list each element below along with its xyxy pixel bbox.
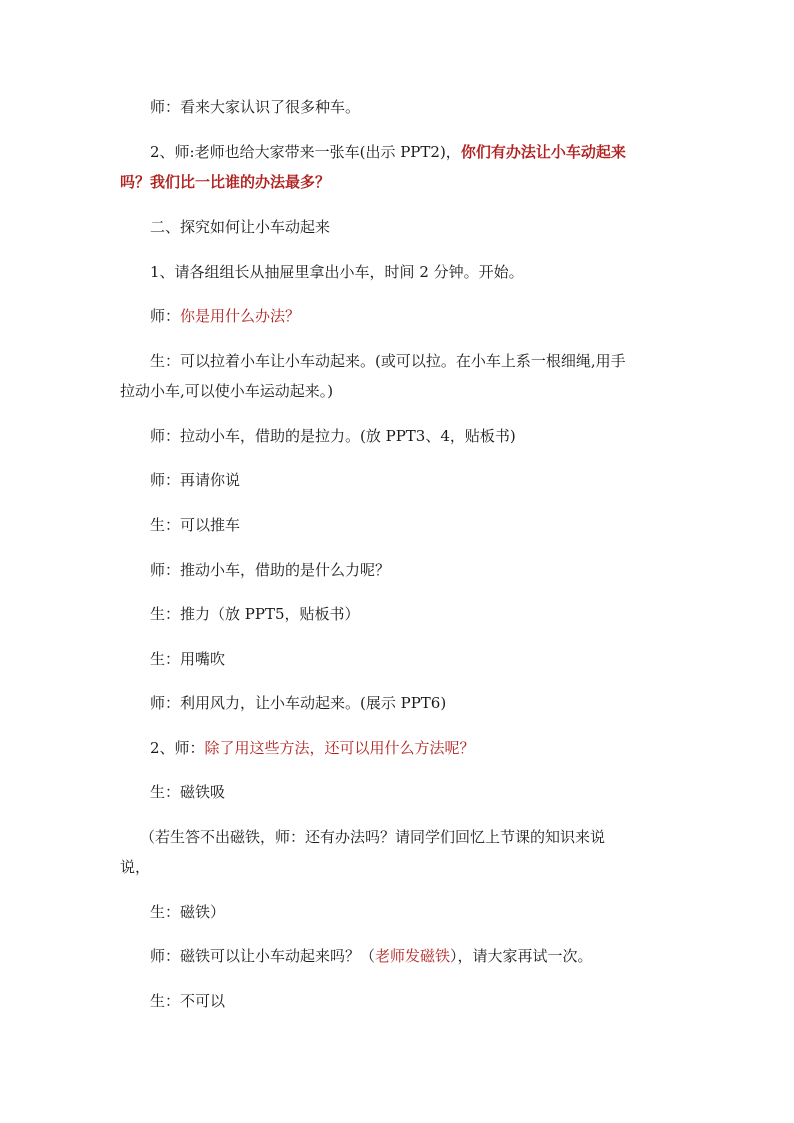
paragraph-teacher-push-force xyxy=(150,555,710,585)
highlight-question: 你们有办法让小车动起来 xyxy=(460,143,626,161)
paragraph-student-cannot xyxy=(150,986,710,1016)
text: 2、师： xyxy=(150,739,205,757)
paragraph-student-magnet xyxy=(150,777,710,807)
text: 生：可以推车 xyxy=(150,516,241,534)
paragraph-teacher-pull-force xyxy=(150,421,710,451)
paragraph-teacher-ppt2 xyxy=(150,137,710,167)
paragraph-teacher-ask-again xyxy=(150,465,710,495)
section-heading xyxy=(150,212,710,242)
highlight-question: 你是用什么办法？ xyxy=(180,307,301,325)
text: 生：不可以 xyxy=(150,992,226,1010)
paragraph-teacher-magnet xyxy=(150,941,710,971)
highlight-question: 除了用这些方法，还可以用什么方法呢？ xyxy=(204,739,475,757)
paragraph-student-push-force xyxy=(150,599,710,629)
paragraph-teacher-method xyxy=(150,301,710,331)
text: 生：磁铁） xyxy=(150,903,226,921)
text: 生：磁铁吸 xyxy=(150,783,226,801)
highlight-question-cont: 吗？我们比一比谁的办法最多？ xyxy=(120,173,331,191)
paragraph-teacher-many-cars xyxy=(150,92,710,122)
text: 师：磁铁可以让小车动起来吗？（ xyxy=(150,947,376,965)
paragraph-student-magnet-2 xyxy=(150,897,710,927)
text: 拉动小车,可以使小车运动起来。) xyxy=(120,382,334,400)
text: 2、师:老师也给大家带来一张车(出示 PPT2)， xyxy=(150,143,461,161)
highlight-action: 老师发磁铁 xyxy=(375,947,451,965)
paragraph-teacher-wind xyxy=(150,688,710,718)
paragraph-teacher-ppt2-cont xyxy=(120,167,680,197)
paragraph-note-magnet xyxy=(140,822,700,852)
text: （若生答不出磁铁，师：还有办法吗？请同学们回忆上节课的知识来说 xyxy=(140,828,606,846)
paragraph-student-pull xyxy=(150,346,710,376)
text: 生：用嘴吹 xyxy=(150,650,226,668)
text: 二、探究如何让小车动起来 xyxy=(150,218,331,236)
text: 师：利用风力，让小车动起来。(展示 PPT6) xyxy=(150,694,447,712)
text: 1、请各组组长从抽屉里拿出小车，时间 2 分钟。开始。 xyxy=(150,263,524,281)
text: 师：再请你说 xyxy=(150,471,241,489)
paragraph-step-1 xyxy=(150,257,710,287)
text: 师：推动小车，借助的是什么力呢？ xyxy=(150,561,391,579)
text: 生：推力（放 PPT5，贴板书） xyxy=(150,605,360,623)
text: 师：看来大家认识了很多种车。 xyxy=(150,98,361,116)
text: 师： xyxy=(150,307,181,325)
text: ），请大家再试一次。 xyxy=(450,947,593,965)
text: 师：拉动小车，借助的是拉力。(放 PPT3、4，贴板书) xyxy=(150,427,516,445)
paragraph-student-push xyxy=(150,510,710,540)
paragraph-student-pull-cont xyxy=(120,376,680,406)
paragraph-note-magnet-cont xyxy=(120,852,680,882)
text: 生：可以拉着小车让小车动起来。(或可以拉。在小车上系一根细绳,用手 xyxy=(150,352,626,370)
paragraph-step-2 xyxy=(150,733,710,763)
text: 说， xyxy=(120,858,151,876)
paragraph-student-blow xyxy=(150,644,710,674)
